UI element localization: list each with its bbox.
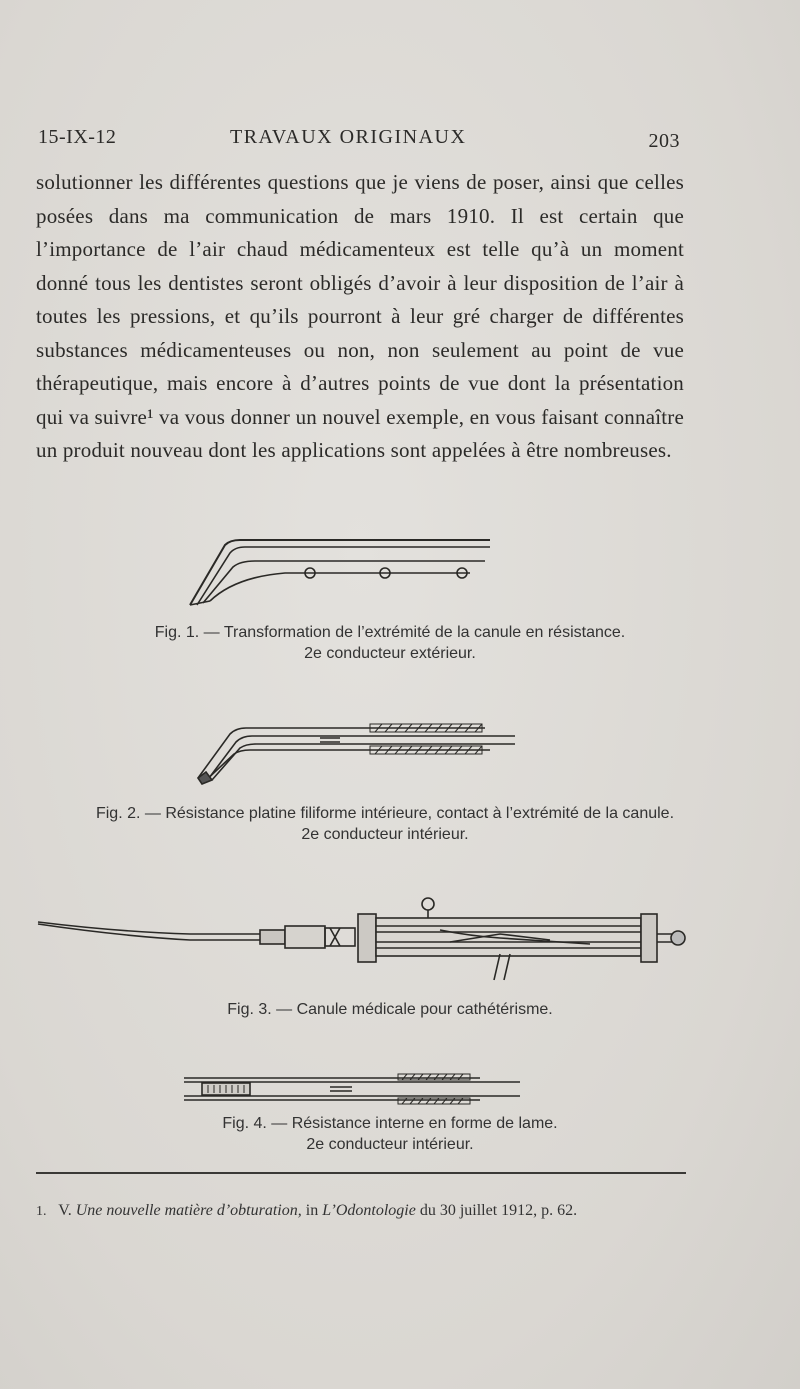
footnote-title: Une nouvelle matière d’obturation, xyxy=(75,1202,302,1219)
figure-1-caption xyxy=(60,622,720,664)
figure-1-subtitle: 2e conducteur extérieur. xyxy=(304,645,476,662)
running-header xyxy=(38,126,680,156)
footnote-in: in xyxy=(305,1202,319,1219)
figure-3-title: Fig. 3. — Canule médicale pour cathétérisme. xyxy=(227,1001,553,1018)
header-date: 15-IX-12 xyxy=(38,126,117,148)
figure-2-caption xyxy=(45,803,725,845)
footnote-rest: du 30 juillet 1912, p. 62. xyxy=(419,1202,578,1219)
header-title: TRAVAUX ORIGINAUX xyxy=(230,126,467,148)
figure-2-subtitle: 2e conducteur intérieur. xyxy=(301,826,469,843)
figure-3-illustration xyxy=(30,892,690,982)
footnote-separator xyxy=(36,1172,686,1174)
figure-4-title: Fig. 4. — Résistance interne en forme de lame. xyxy=(222,1115,558,1132)
figure-4-subtitle: 2e conducteur intérieur. xyxy=(306,1136,474,1153)
figure-2-title: Fig. 2. — Résistance platine filiforme intérieure, contact à l’extrémité de la canule. xyxy=(95,805,675,822)
footnote xyxy=(36,1200,696,1223)
footnote-journal: L’Odontologie xyxy=(322,1202,416,1219)
body-text xyxy=(36,166,684,468)
figure-4-illustration xyxy=(180,1068,525,1108)
footnote-author: V. xyxy=(58,1202,72,1219)
footnote-marker: 1. xyxy=(36,1204,47,1219)
body-paragraph: solutionner les différentes questions que je viens de poser, ainsi que celles posées dans ma communication de mars 1910. Il est certain que l’importance de l’air chaud médicamenteux est telle qu’à un moment donné tous les dentistes seront obligés d’avoir à leur disposition de l’air à toutes les pressions, et qu’ils pourront à leur gré charger de différentes substances médicamenteuses ou non, non seulement au point de vue thérapeutique, mais encore à d’autres points de vue dont la présentation qui va suivre¹ va vous donner un nouvel exemple, en vous faisant connaître un produit nouveau dont les applications sont appelées à être nombreuses. xyxy=(36,170,685,462)
figure-4-caption xyxy=(60,1113,720,1155)
figure-3-caption xyxy=(60,999,720,1020)
figure-1-title: Fig. 1. — Transformation de l’extrémité de la canule en résistance. xyxy=(154,624,626,641)
page-number: 203 xyxy=(648,130,680,152)
figure-1-illustration xyxy=(185,535,495,615)
figure-2-illustration xyxy=(190,720,520,790)
